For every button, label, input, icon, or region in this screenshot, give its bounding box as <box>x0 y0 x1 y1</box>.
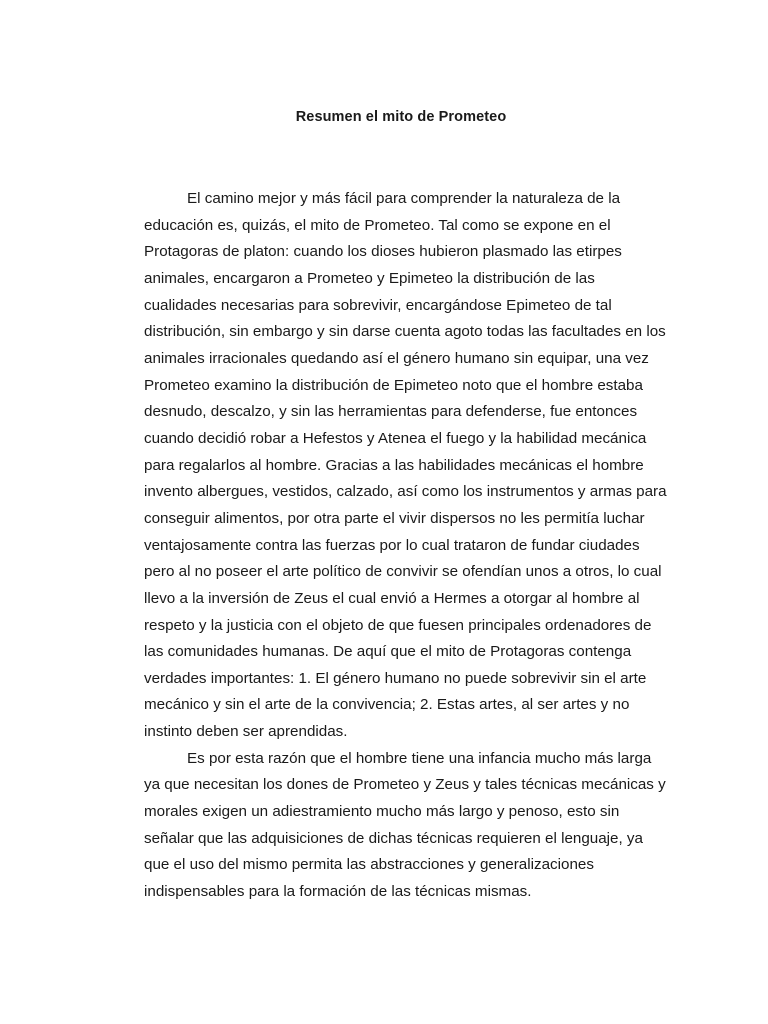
text-line: Es por esta razón que el hombre tiene una infancia mucho más larga <box>187 749 652 767</box>
text-line: desnudo, descalzo, y sin las herramientas para defenderse, fue entonces <box>144 403 638 421</box>
text-line: El camino mejor y más fácil para comprender la naturaleza de la <box>187 190 621 207</box>
text-line: indispensables para la formación de las técnicas mismas. <box>144 883 532 901</box>
text-line: señalar que las adquisiciones de dichas técnicas requieren el lenguaje, ya <box>144 829 643 847</box>
paragraph-2 <box>144 746 666 906</box>
text-line: las comunidades humanas. De aquí que el mito de Protagoras contenga <box>144 643 632 661</box>
paragraph-1 <box>144 186 666 746</box>
document-body <box>144 186 666 906</box>
text-line: distribución, sin embargo y sin darse cuenta agoto todas las facultades en los <box>144 323 666 341</box>
text-line: animales irracionales quedando así el género humano sin equipar, una vez <box>144 349 649 367</box>
text-line: que el uso del mismo permita las abstracciones y generalizaciones <box>144 856 594 874</box>
text-line: animales, encargaron a Prometeo y Epimeteo la distribución de las <box>144 269 595 287</box>
text-line: llevo a la inversión de Zeus el cual envió a Hermes a otorgar al hombre al <box>144 589 640 607</box>
text-line: pero al no poseer el arte político de convivir se ofendían unos a otros, lo cual <box>144 563 662 581</box>
document-title: Resumen el mito de Prometeo <box>295 109 507 125</box>
text-line: conseguir alimentos, por otra parte el vivir dispersos no les permitía luchar <box>144 509 645 527</box>
text-line: Prometeo examino la distribución de Epimeteo noto que el hombre estaba <box>144 376 643 394</box>
text-line: cualidades necesarias para sobrevivir, encargándose Epimeteo de tal <box>144 296 612 314</box>
text-line: educación es, quizás, el mito de Prometeo. Tal como se expone en el <box>144 216 611 234</box>
text-line: ventajosamente contra las fuerzas por lo cual trataron de fundar ciudades <box>144 536 640 554</box>
text-line: instinto deben ser aprendidas. <box>144 723 348 741</box>
text-line: para regalarlos al hombre. Gracias a las habilidades mecánicas el hombre <box>144 456 644 474</box>
text-line: cuando decidió robar a Hefestos y Atenea el fuego y la habilidad mecánica <box>144 429 647 447</box>
text-line: verdades importantes: 1. El género humano no puede sobrevivir sin el arte <box>144 669 647 687</box>
text-line: respeto y la justicia con el objeto de que fuesen principales ordenadores de <box>144 616 652 634</box>
text-line: ya que necesitan los dones de Prometeo y Zeus y tales técnicas mecánicas y <box>144 776 666 794</box>
text-line: Protagoras de platon: cuando los dioses hubieron plasmado las etirpes <box>144 243 622 261</box>
text-line: mecánico y sin el arte de la convivencia; 2. Estas artes, al ser artes y no <box>144 696 630 714</box>
text-line: invento albergues, vestidos, calzado, así como los instrumentos y armas para <box>144 483 667 501</box>
text-line: morales exigen un adiestramiento mucho más largo y penoso, esto sin <box>144 803 620 821</box>
